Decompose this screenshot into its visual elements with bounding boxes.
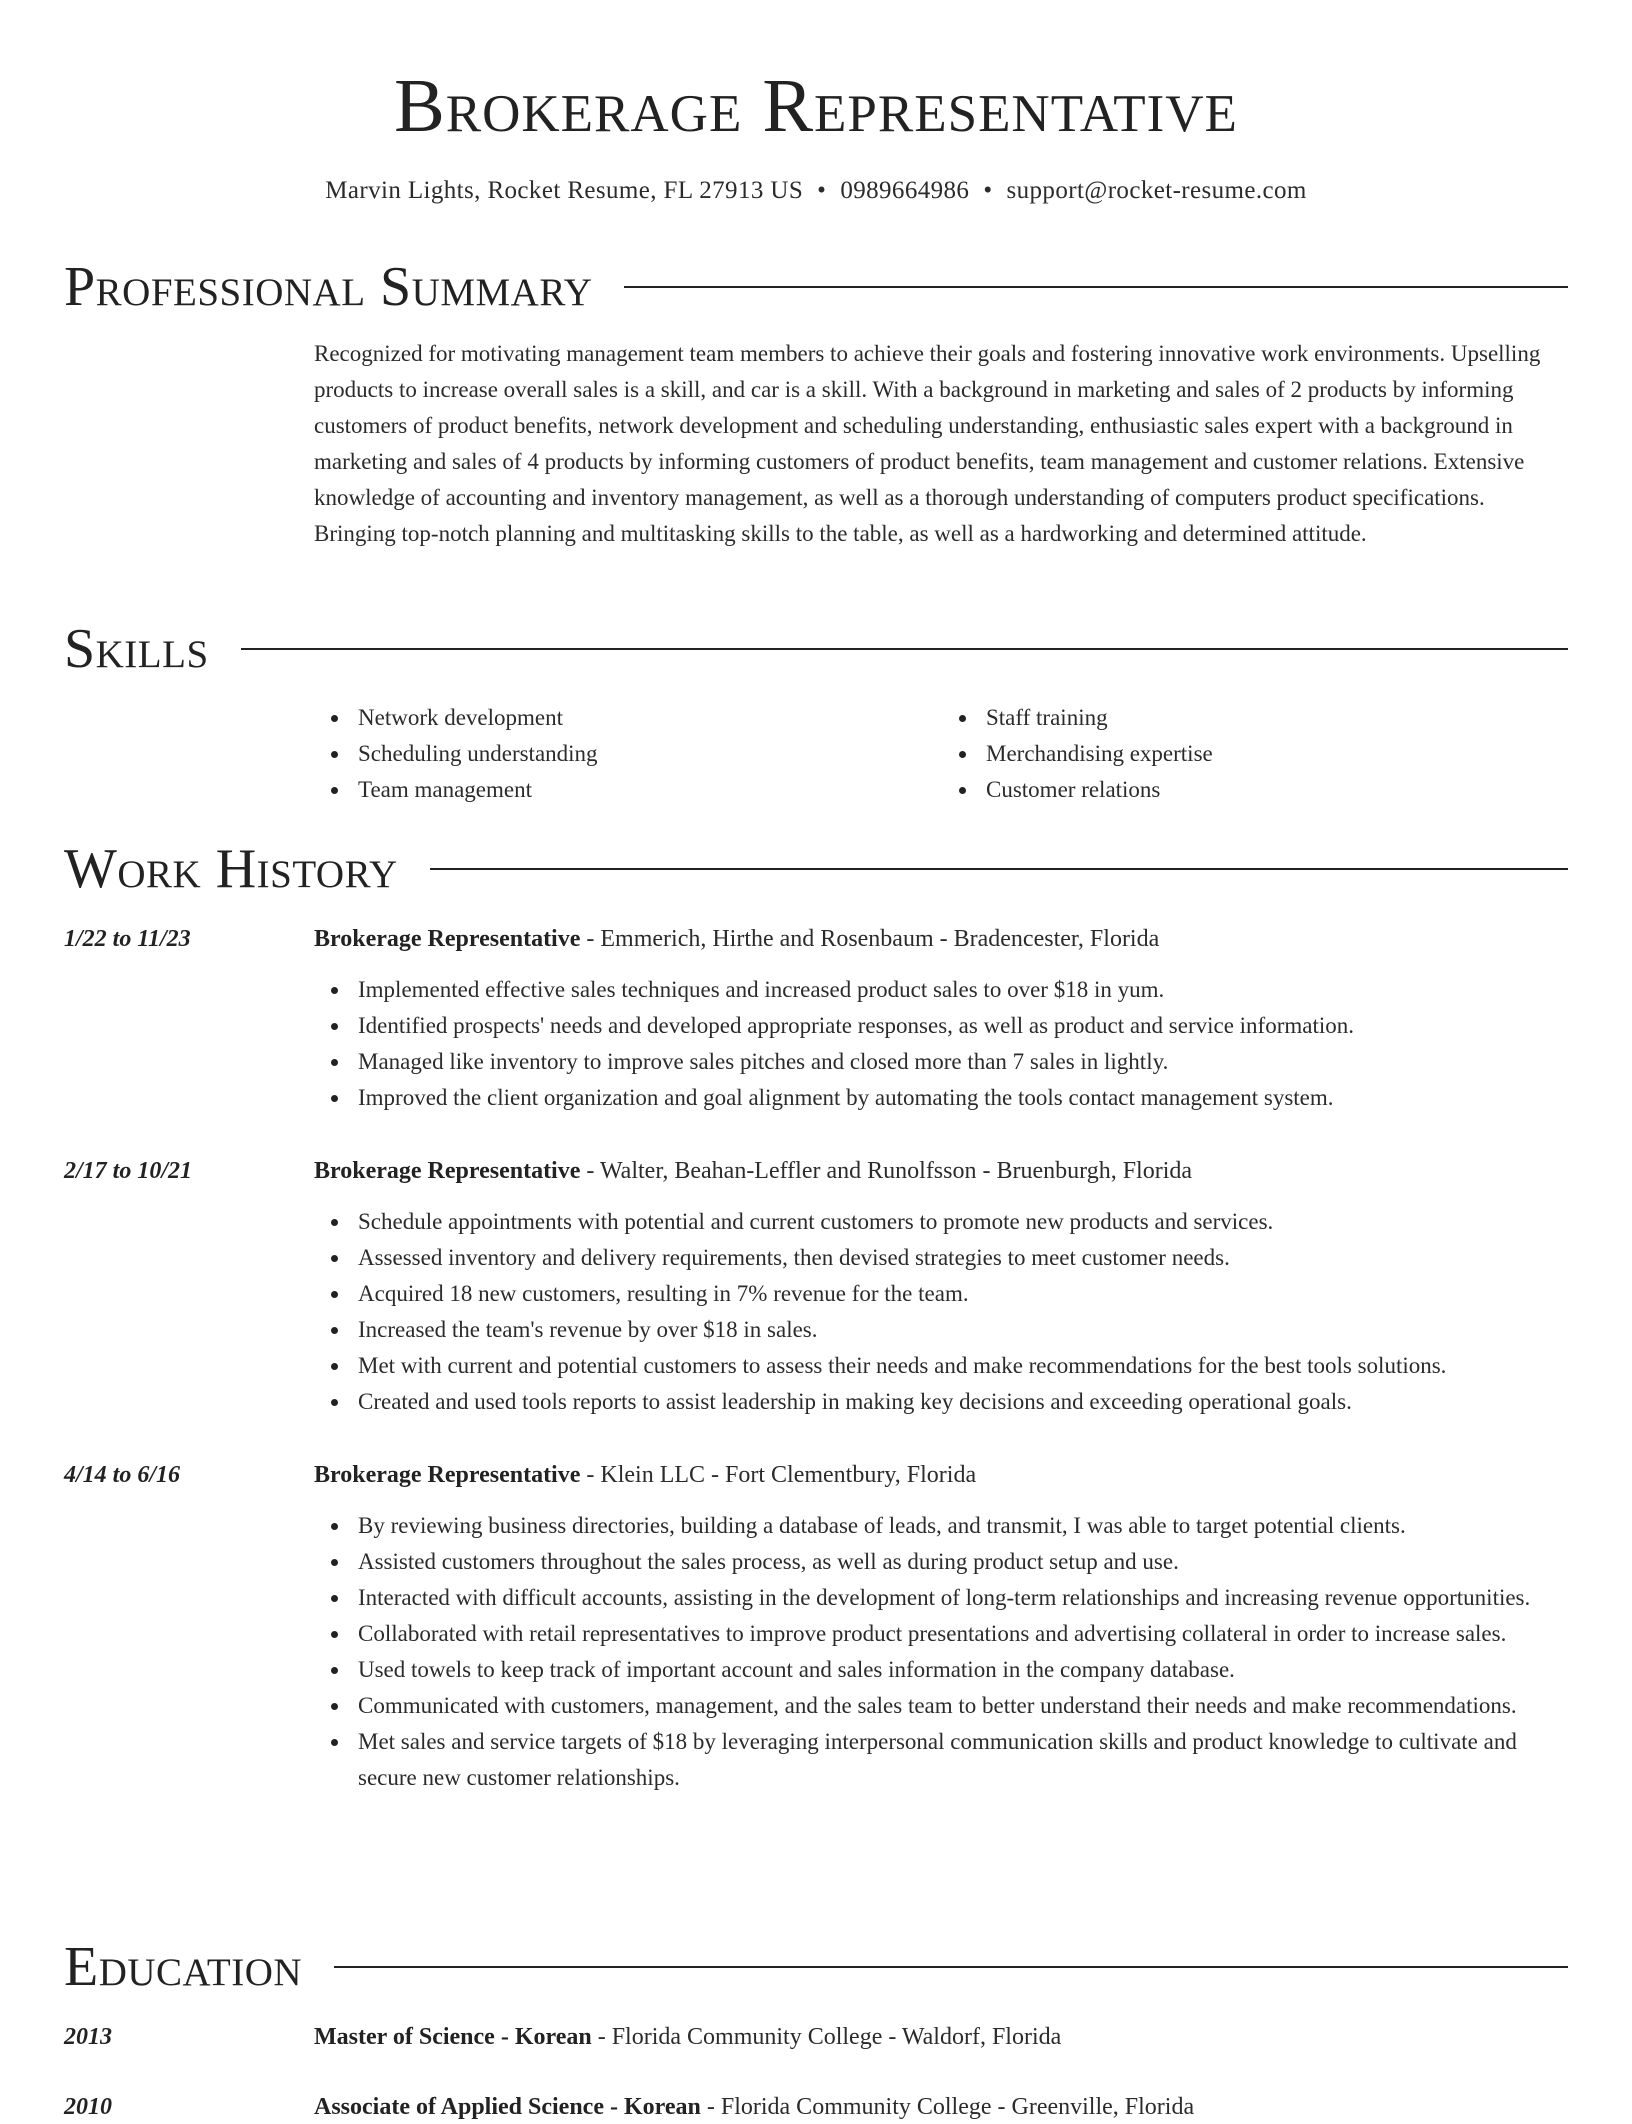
job-bullet: Communicated with customers, management, and the sales team to better understand their needs and make recommendations. — [358, 1688, 1570, 1724]
skill-item: Team management — [358, 772, 942, 808]
job-employer: - Walter, Beahan-Leffler and Runolfsson - Bruenburgh, Florida — [580, 1158, 1193, 1184]
resume-title: Brokerage Representative — [394, 64, 1238, 148]
contact-separator: • — [817, 177, 827, 204]
job-employer: - Klein LLC - Fort Clementbury, Florida — [580, 1462, 977, 1488]
contact-email: support@rocket-resume.com — [1006, 177, 1307, 204]
job-employer: - Emmerich, Hirthe and Rosenbaum - Bradencester, Florida — [580, 926, 1160, 952]
section-divider — [241, 648, 1568, 650]
job-dates: 4/14 to 6/16 — [64, 1462, 181, 1488]
job-bullet: Implemented effective sales techniques and increased product sales to over $18 in yum. — [358, 972, 1570, 1008]
education-school: - Florida Community College - Greenville, Florida — [700, 2094, 1195, 2120]
job-role: Brokerage Representative — [314, 1462, 581, 1488]
education-heading — [314, 2090, 1570, 2124]
education-degree: Master of Science - Korean — [314, 2024, 592, 2050]
job-bullets — [314, 1204, 1570, 1420]
job-heading — [314, 1458, 1570, 1492]
job-bullets — [314, 972, 1570, 1116]
skill-item: Scheduling understanding — [358, 736, 942, 772]
education-degree: Associate of Applied Science - Korean — [314, 2094, 701, 2120]
section-title: Work History — [64, 838, 398, 900]
section-heading-work-history — [64, 834, 1568, 904]
summary-paragraph: Recognized for motivating management team members to achieve their goals and fostering innovative work environments. Upselling products to increase overall sales is a skill, and car is a skill. With a background in marketing and sales of 2 products by informing customers of product benefits, network development and scheduling understanding, enthusiastic sales expert with a background in marketing and sales of 4 products by informing customers of product benefits, team management and customer relations. Extensive knowledge of accounting and inventory management, as well as a thorough understanding of computers product specifications. Bringing top-notch planning and multitasking skills to the table, as well as a hardworking and determined attitude. — [314, 341, 1541, 546]
job-bullet: Identified prospects' needs and developed appropriate responses, as well as product and service information. — [358, 1008, 1570, 1044]
job-bullet: By reviewing business directories, building a database of leads, and transmit, I was able to target potential clients. — [358, 1508, 1570, 1544]
job-bullet: Acquired 18 new customers, resulting in 7% revenue for the team. — [358, 1276, 1570, 1312]
job-bullet: Schedule appointments with potential and current customers to promote new products and services. — [358, 1204, 1570, 1240]
job-bullets — [314, 1508, 1570, 1796]
job-bullet: Improved the client organization and goal alignment by automating the tools contact management system. — [358, 1080, 1570, 1116]
skill-item: Staff training — [986, 700, 1570, 736]
job-bullet: Created and used tools reports to assist leadership in making key decisions and exceeding operational goals. — [358, 1384, 1570, 1420]
skills-list — [314, 700, 1570, 808]
job-bullet: Managed like inventory to improve sales pitches and closed more than 7 sales in lightly. — [358, 1044, 1570, 1080]
job-bullet: Used towels to keep track of important account and sales information in the company database. — [358, 1652, 1570, 1688]
job-heading — [314, 922, 1570, 956]
section-heading-skills — [64, 614, 1568, 684]
section-title: Skills — [64, 618, 209, 680]
job-role: Brokerage Representative — [314, 1158, 581, 1184]
job-bullet: Assisted customers throughout the sales process, as well as during product setup and use. — [358, 1544, 1570, 1580]
contact-phone: 0989664986 — [840, 177, 970, 204]
job-dates: 1/22 to 11/23 — [64, 926, 191, 952]
education-heading — [314, 2020, 1570, 2054]
section-heading-education — [64, 1932, 1568, 2002]
contact-address: Marvin Lights, Rocket Resume, FL 27913 US — [325, 177, 804, 204]
skill-item: Customer relations — [986, 772, 1570, 808]
skills-column-right — [942, 700, 1570, 808]
section-title: Professional Summary — [64, 256, 593, 318]
section-divider — [334, 1966, 1568, 1968]
job-bullet: Assessed inventory and delivery requirements, then devised strategies to meet customer needs. — [358, 1240, 1570, 1276]
job-role: Brokerage Representative — [314, 926, 581, 952]
job-bullet: Collaborated with retail representatives to improve product presentations and advertising collateral in order to increase sales. — [358, 1616, 1570, 1652]
section-title: Education — [64, 1936, 303, 1998]
education-year: 2013 — [64, 2024, 112, 2050]
section-divider — [430, 868, 1568, 870]
skills-column-left — [314, 700, 942, 808]
skill-item: Merchandising expertise — [986, 736, 1570, 772]
job-bullet: Interacted with difficult accounts, assisting in the development of long-term relationships and increasing revenue opportunities. — [358, 1580, 1570, 1616]
section-divider — [624, 286, 1568, 288]
contact-separator: • — [983, 177, 993, 204]
section-heading-summary — [64, 252, 1568, 322]
job-bullet: Increased the team's revenue by over $18 in sales. — [358, 1312, 1570, 1348]
job-bullet: Met sales and service targets of $18 by leveraging interpersonal communication skills and product knowledge to cultivate and secure new customer relationships. — [358, 1724, 1570, 1796]
education-year: 2010 — [64, 2094, 112, 2120]
job-heading — [314, 1154, 1570, 1188]
job-dates: 2/17 to 10/21 — [64, 1158, 193, 1184]
skill-item: Network development — [358, 700, 942, 736]
education-school: - Florida Community College - Waldorf, Florida — [591, 2024, 1062, 2050]
job-bullet: Met with current and potential customers to assess their needs and make recommendations for the best tools solutions. — [358, 1348, 1570, 1384]
contact-line — [0, 174, 1632, 208]
